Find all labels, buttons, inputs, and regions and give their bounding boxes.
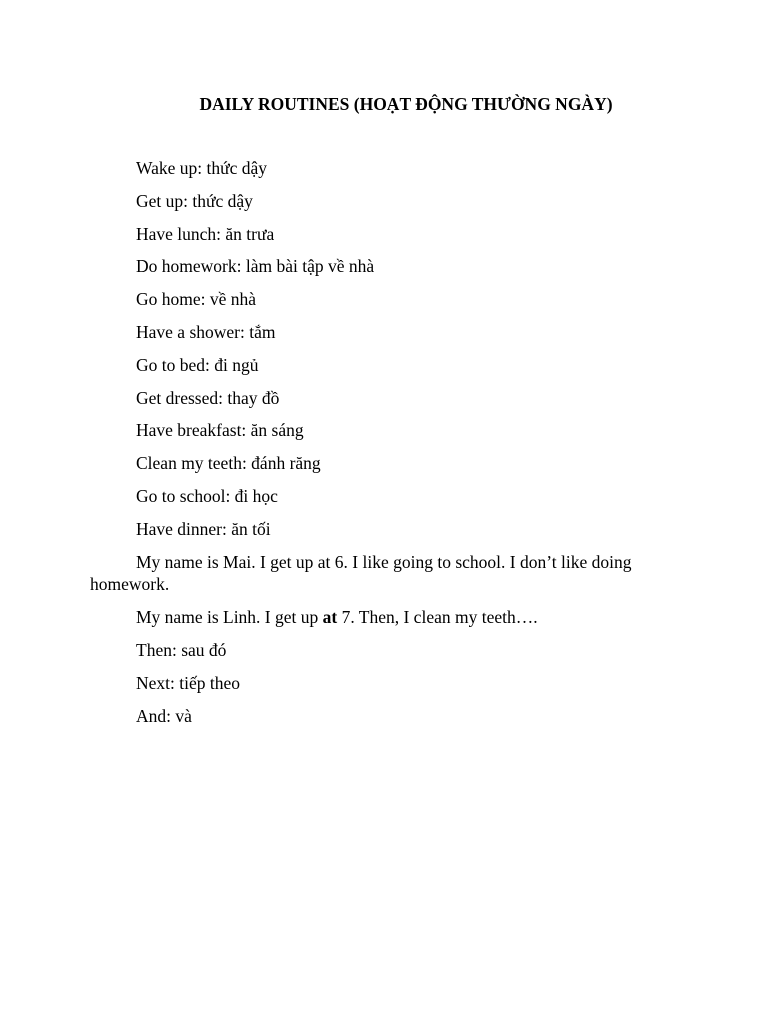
connector-item: Next: tiếp theo [136,673,241,693]
connector-list [136,639,240,738]
paragraph-linh [90,606,650,628]
vocabulary-item: Have a shower: tắm [136,321,276,342]
vocabulary-item: Go to school: đi học [136,485,278,506]
vocabulary-item: Have breakfast: ăn sáng [136,420,304,441]
vocabulary-item: Do homework: làm bài tập về nhà [136,256,375,277]
vocabulary-item: Wake up: thức dậy [136,158,268,178]
vocabulary-item: Have dinner: ăn tối [136,518,271,539]
document-title: DAILY ROUTINES (HOẠT ĐỘNG THƯỜNG NGÀY) [199,94,613,114]
vocabulary-item: Get dressed: thay đồ [136,387,280,408]
paragraph-linh-end: 7. Then, I clean my teeth…. [337,607,538,627]
paragraph-linh-bold: at [322,607,338,627]
vocabulary-list [136,157,374,551]
vocabulary-item: Go to bed: đi ngủ [136,354,259,375]
vocabulary-item: Clean my teeth: đánh răng [136,453,321,474]
connector-item: Then: sau đó [136,640,227,660]
vocabulary-item: Go home: về nhà [136,289,257,310]
vocabulary-item: Have lunch: ăn trưa [136,223,275,244]
paragraph-mai: My name is Mai. I get up at 6. I like going to school. I don’t like doing homework. [90,552,632,594]
connector-item: And: và [136,706,192,726]
paragraph-linh-start: My name is Linh. I get up [136,607,323,627]
vocabulary-item: Get up: thức dậy [136,190,253,211]
